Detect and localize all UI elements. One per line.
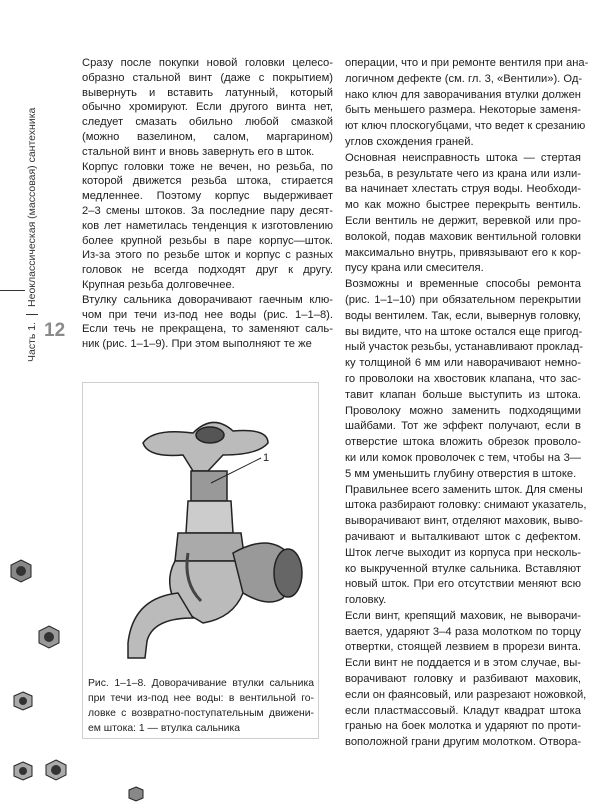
text-line: логичном дефекте (см. гл. 3, «Вентили»). Од-: [345, 72, 583, 85]
text-line: 5 мм уменьшить глубину отверстия в штоке.: [345, 467, 577, 480]
text-line: Из-за этого по резьбе шток и корпус с разных: [82, 249, 333, 262]
text-line: быть меньшего размера. Некоторые заменя-: [345, 104, 581, 117]
text-line: пусу крана или смесителя.: [345, 262, 484, 275]
text-line: Правильнее всего заменить шток. Для смены: [345, 483, 583, 496]
text-line: резьба, в результате чего из крана или изли-: [345, 167, 581, 180]
text-line: если пластмассовый. Кладут квадрат штока: [345, 704, 581, 717]
text-line: Крупная резьба долговечнее.: [82, 278, 235, 291]
text-line: шайбами. Тот же эффект получают, если в: [345, 420, 581, 433]
running-head-rule: [0, 290, 25, 291]
nut-icon: [36, 624, 62, 650]
text-line: тавит клапан больше выступить из штока.: [345, 388, 581, 401]
text-line: ков лет наметилась тенденция к изготовлению: [82, 219, 333, 232]
text-line: следует смазать обильно любой смазкой: [82, 116, 333, 129]
text-line: новый шток. При его отсутствии меняют всю: [345, 578, 581, 591]
text-line: стальной винт и вновь завернуть его в шток.: [82, 145, 315, 158]
text-line: мо как можно быстрее перекрыть вентиль.: [345, 199, 581, 212]
text-line: волокой, подав маховик вентильной головки: [345, 230, 581, 243]
text-line: вается, ударяют 3–4 раза молотком по торцу: [345, 625, 581, 638]
page-number: 12: [44, 320, 66, 341]
text-line: Втулку сальника доворачивают гаечным клю-: [82, 293, 333, 306]
caption-line: ловке с возвратно-поступательным движени-: [88, 708, 314, 719]
text-line: го проволоки на хвостовик клапана, что зас-: [345, 372, 581, 385]
text-line: вывернуть и вставить латунный, который: [82, 86, 333, 99]
text-line: медленнее. Поэтому корпус выдерживает: [82, 190, 333, 203]
running-head: [26, 108, 38, 362]
text-line: головок не всегда подходят друг к другу.: [82, 264, 333, 277]
text-line: Возможны и временные способы ремонта: [345, 278, 581, 291]
text-line: Корпус головки тоже не вечен, но резьба, по: [82, 160, 333, 173]
text-line: обычно хромируют. Если другого винта нет,: [82, 101, 333, 114]
text-line: ник (рис. 1–1–9). При этом выполняют те же: [82, 338, 312, 351]
text-line: воды вентилем. Так, если, вывернув головку,: [345, 309, 581, 322]
text-line: максимально внутрь, привязывают его к кор-: [345, 246, 581, 259]
part-label: Часть 1.: [26, 321, 38, 362]
left-column: [82, 56, 333, 352]
text-line: операции, что и при ремонте вентиля при ана-: [345, 57, 589, 69]
caption-line: ем штока: 1 — втулка сальника: [88, 723, 241, 734]
separator: [26, 314, 38, 315]
text-line: нако ключ для заворачивания втулки должен: [345, 88, 581, 101]
text-line: Если винт, крепящий маховик, не выворачи-: [345, 609, 581, 622]
text-line: (рис. 1–1–10) при обязательном перекрытии: [345, 293, 581, 306]
caption-line: при течи из-под нее воды: в вентильной го-: [88, 693, 314, 704]
text-line: углов схождения граней.: [345, 135, 474, 148]
text-line: ки или комок проволочек с тем, чтобы на 3—: [345, 451, 581, 464]
nut-icon: [12, 760, 34, 782]
text-line: Если винт не поддается и в этом случае, вы-: [345, 657, 581, 670]
text-line: чом при течи из-под нее воды (рис. 1–1–8).: [82, 308, 333, 321]
text-line: Сразу после покупки новой головки целесо-: [82, 57, 333, 69]
text-line: которой движется резьба штока, стирается: [82, 175, 333, 188]
text-line: воположной грани другим молотком. Отвора-: [345, 736, 582, 749]
text-line: если он фаянсовый, или разрезают ножовкой,: [345, 688, 587, 701]
text-line: Если вентиль не держит, веревкой или про-: [345, 214, 581, 227]
text-line: вы видите, что на штоке остался еще пригод-: [345, 325, 583, 338]
text-line: отверстие штока вложить обрезок проволо-: [345, 436, 581, 449]
chapter-title: Неоклассическая (массовая) сантехника: [26, 107, 38, 307]
text-line: Основная неисправность штока — стертая: [345, 151, 581, 164]
nut-icon: [12, 690, 34, 712]
text-line: более крупной резьбы в паре корпус—шток.: [82, 234, 333, 247]
text-line: ко выкрученной втулке сальника. Вставляют: [345, 562, 581, 575]
text-line: отвертки, стоящей лезвием в прорези винта.: [345, 641, 581, 654]
text-line: образно стальной винт (даже с покрытием): [82, 71, 333, 84]
text-line: Проволоку можно заменить подходящими: [345, 404, 581, 417]
text-line: 2–3 смены штоков. За последние пару десят-: [82, 204, 333, 217]
caption-line: Рис. 1–1–8. Доворачивание втулки сальника: [88, 678, 314, 689]
text-line: выворачивают винт, отделяют маховик, выво-: [345, 515, 583, 528]
text-line: ку толщиной 6 мм или наворачивают немно-: [345, 357, 581, 370]
text-line: Если течь не прекращена, то заменяют саль-: [82, 323, 333, 336]
text-line: штока разбирают головку: снимают указатель,: [345, 499, 587, 512]
right-column: [345, 56, 589, 751]
text-line: Шток легче выходит из корпуса при несколь-: [345, 546, 581, 559]
text-line: головку.: [345, 594, 387, 607]
faucet-illustration: [83, 383, 320, 673]
text-line: (можно вазелином, салом, маргарином): [82, 130, 333, 143]
nut-icon: [128, 786, 144, 802]
text-line: ва начинает хлестать струя воды. Необходи-: [345, 183, 581, 196]
text-line: рачивают и выталкивают шток с дефектом.: [345, 530, 581, 543]
callout-label: 1: [263, 452, 270, 464]
nut-icon: [8, 558, 34, 584]
text-line: ный участок резьбы, устанавливают проклад-: [345, 341, 583, 354]
text-line: гранью на боек молотка и ударяют по проти-: [345, 720, 581, 733]
text-line: ворачивают головку и разбивают маховик,: [345, 673, 581, 686]
figure-caption: [88, 676, 314, 736]
nut-icon: [44, 758, 68, 782]
text-line: ют ключ плоскогубцами, что ведет к срезанию: [345, 120, 586, 133]
